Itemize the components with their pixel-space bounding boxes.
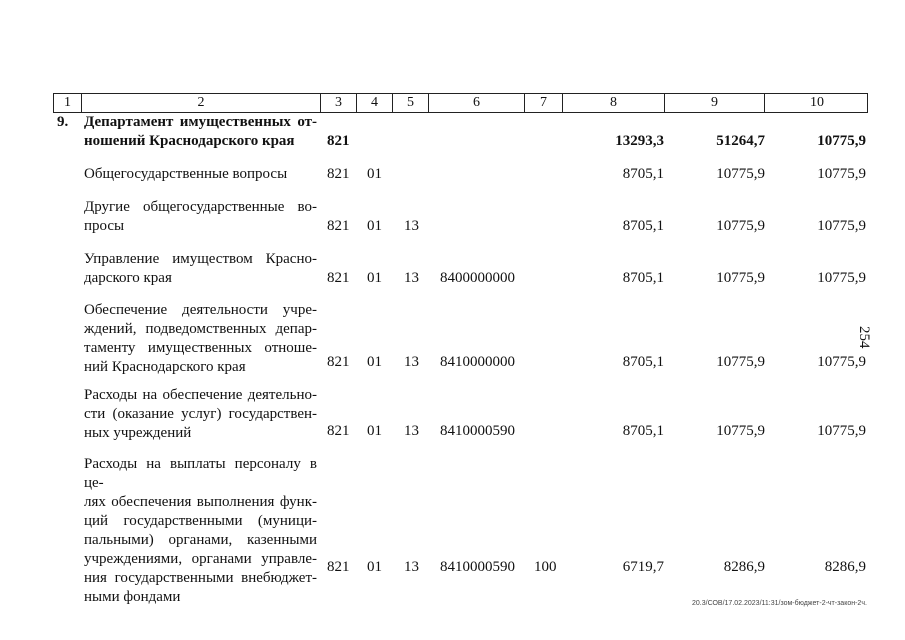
desc-line: Обеспечение деятельности учре- xyxy=(84,302,317,318)
desc-line: Расходы на выплаты персоналу в це- xyxy=(84,456,317,491)
value-cell: 10775,9 xyxy=(817,218,866,234)
desc-line: ния государственными внебюджет- xyxy=(84,570,317,586)
document-footer: 20.3/СОВ/17.02.2023/11:31/зом-бюджет-2-чт-закон-2ч. xyxy=(692,600,867,607)
header-cell: 4 xyxy=(357,94,393,112)
header-cell: 7 xyxy=(525,94,563,112)
section-code-cell: 01 xyxy=(367,166,382,182)
header-cell: 5 xyxy=(393,94,429,112)
value-cell: 8705,1 xyxy=(622,218,664,234)
row-description xyxy=(84,386,317,443)
expense-type-cell: 100 xyxy=(534,559,557,575)
header-cell: 1 xyxy=(54,94,82,112)
subsection-code-cell: 13 xyxy=(404,354,419,370)
header-cell: 9 xyxy=(665,94,765,112)
desc-line: Расходы на обеспечение деятельно- xyxy=(84,387,317,403)
value-cell: 8705,1 xyxy=(622,166,664,182)
value-cell: 10775,9 xyxy=(817,354,866,370)
section-number: 9. xyxy=(57,114,69,130)
section-code-cell: 01 xyxy=(367,423,382,439)
value-cell: 51264,7 xyxy=(716,133,765,149)
section-code-cell: 01 xyxy=(367,559,382,575)
desc-line: просы xyxy=(84,218,125,234)
code-cell: 821 xyxy=(327,354,350,370)
desc-line: таменту имущественных отноше- xyxy=(84,340,317,356)
subsection-code-cell: 13 xyxy=(404,423,419,439)
value-cell: 13293,3 xyxy=(615,133,664,149)
value-cell: 6719,7 xyxy=(622,559,664,575)
table-header xyxy=(53,93,868,113)
page-number: 254 xyxy=(856,326,872,349)
desc-line: ношений Краснодарского края xyxy=(84,133,295,149)
code-cell: 821 xyxy=(327,133,350,149)
target-item-cell: 8410000590 xyxy=(440,423,515,439)
row-description xyxy=(84,165,317,184)
value-cell: 10775,9 xyxy=(716,166,765,182)
header-cell: 10 xyxy=(810,95,824,110)
desc-line: пальными) органами, казенными xyxy=(84,532,317,548)
section-code-cell: 01 xyxy=(367,354,382,370)
desc-line: дарского края xyxy=(84,270,172,286)
section-code-cell: 01 xyxy=(367,218,382,234)
header-cell: 8 xyxy=(563,94,665,112)
value-cell: 10775,9 xyxy=(817,270,866,286)
row-description xyxy=(84,198,317,236)
subsection-code-cell: 13 xyxy=(404,559,419,575)
code-cell: 821 xyxy=(327,166,350,182)
desc-line: Общегосударственные вопросы xyxy=(84,166,288,182)
header-cell: 2 xyxy=(82,94,321,112)
value-cell: 10775,9 xyxy=(817,166,866,182)
value-cell: 8705,1 xyxy=(622,354,664,370)
desc-line: сти (оказание услуг) государствен- xyxy=(84,406,317,422)
value-cell: 8705,1 xyxy=(622,423,664,439)
desc-line: ждений, подведомственных депар- xyxy=(84,321,317,337)
target-item-cell: 8400000000 xyxy=(440,270,515,286)
row-description xyxy=(84,301,317,377)
desc-line: учреждениями, органами управле- xyxy=(84,551,317,567)
code-cell: 821 xyxy=(327,270,350,286)
code-cell: 821 xyxy=(327,559,350,575)
value-cell: 10775,9 xyxy=(817,133,866,149)
value-cell: 10775,9 xyxy=(716,423,765,439)
desc-line: Управление имуществом Красно- xyxy=(84,251,317,267)
subsection-code-cell: 13 xyxy=(404,270,419,286)
desc-line: Другие общегосударственные во- xyxy=(84,199,317,215)
target-item-cell: 8410000590 xyxy=(440,559,515,575)
desc-line: ний Краснодарского края xyxy=(84,359,246,375)
desc-line: Департамент имущественных от- xyxy=(84,114,317,130)
desc-line: ных учреждений xyxy=(84,425,192,441)
header-cell: 3 xyxy=(321,94,357,112)
section-title xyxy=(84,113,317,151)
code-cell: 821 xyxy=(327,423,350,439)
header-cell: 6 xyxy=(429,94,525,112)
target-item-cell: 8410000000 xyxy=(440,354,515,370)
section-code-cell: 01 xyxy=(367,270,382,286)
row-description xyxy=(84,250,317,288)
desc-line: ными фондами xyxy=(84,589,181,605)
code-cell: 821 xyxy=(327,218,350,234)
subsection-code-cell: 13 xyxy=(404,218,419,234)
value-cell: 10775,9 xyxy=(716,218,765,234)
row-description xyxy=(84,455,317,607)
value-cell: 10775,9 xyxy=(716,354,765,370)
desc-line: ций государственными (муници- xyxy=(84,513,317,529)
value-cell: 10775,9 xyxy=(716,270,765,286)
desc-line: лях обеспечения выполнения функ- xyxy=(84,494,317,510)
value-cell: 8705,1 xyxy=(622,270,664,286)
value-cell: 10775,9 xyxy=(817,423,866,439)
value-cell: 8286,9 xyxy=(723,559,765,575)
value-cell: 8286,9 xyxy=(824,559,866,575)
